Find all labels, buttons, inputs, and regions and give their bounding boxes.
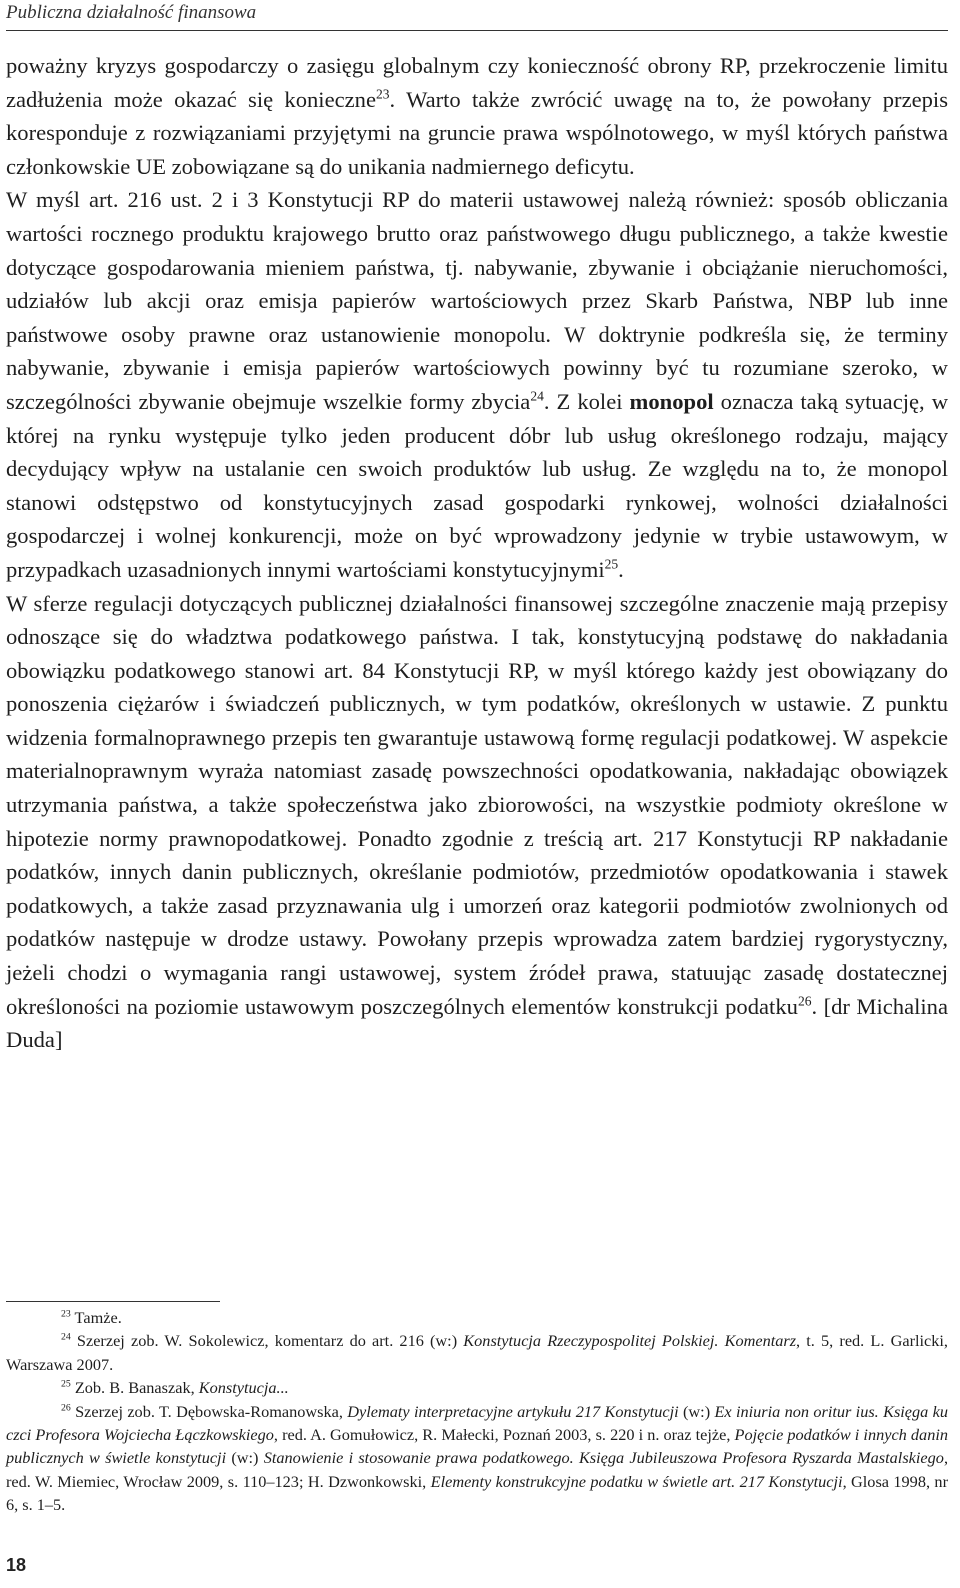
- footnote-ref-26[interactable]: 26: [797, 993, 812, 1009]
- footnote-text: , red. A. Gomułowicz, R. Małecki, Poznań 2003, s. 220 i n. oraz tejże,: [273, 1425, 735, 1445]
- footnote-title-italic: Dylematy interpretacyjne artykułu 217 Konstytucji: [347, 1401, 679, 1421]
- paragraph-1-text-b: . Warto także zwrócić uwagę na to, że powołany przepis koresponduje z rozwiązaniami przyjętymi na gruncie prawa wspólnotowego, w myśl których państwa członkowskie UE zobowiązane są do unikania nadmiernego deficytu.: [6, 86, 948, 179]
- paragraph-1: [6, 49, 948, 183]
- footnote-ref-24[interactable]: 24: [530, 388, 544, 404]
- footnote-number: 23: [61, 1308, 71, 1320]
- footnote-ref-25[interactable]: 25: [604, 556, 619, 572]
- footnote-title-italic: Ex iniuria non oritur ius. Księga ku czci Profesora Wojciecha Łączkowskiego: [6, 1401, 949, 1445]
- footnote-text: , Glosa 1998, nr 6, s. 1–5.: [6, 1471, 948, 1515]
- paragraph-2-text-c: oznacza taką sytuację, w której na rynku występuje tylko jeden producent dóbr lub usług określonego rodzaju, mający decydujący wpływ na ustalanie cen swoich produktów lub usług. Ze względu na to, że monopol stanowi odstępstwo od konstytucyjnych zasad gospodarki rynkowej, wolności działalności gospodarczej i wolnej konkurencji, może on być wprowadzony jedynie w trybie ustawowym, w przypadkach uzasadnionych innymi wartościami konstytucyjnymi: [6, 388, 949, 582]
- footnote-number: 25: [61, 1378, 71, 1390]
- footnote-separator: [6, 1301, 220, 1302]
- paragraph-3-text-a: W sferze regulacji dotyczących publicznej działalności finansowej szczególne znaczenie mają przepisy odnoszące się do władztwa podatkowego państwa. I tak, konstytucyjną podstawę do nakładania obowiązku podatkowego stanowi art. 84 Konstytucji RP, w myśl którego każdy jest obowiązany do ponoszenia ciężarów i świadczeń publicznych, w tym podatków, określonych w ustawie. Z punktu widzenia formalnoprawnego przepis ten gwarantuje ustawową formę regulacji podatkowej. W aspekcie materialnoprawnym wyraża natomiast zasadę powszechności opodatkowania, nakładając obowiązek utrzymania państwa, a także społeczeństwa jako zbiorowości, na wszystkie podmioty określone w hipotezie normy prawnopodatkowej. Ponadto zgodnie z treścią art. 217 Konstytucji RP nakładanie podatków, innych danin publicznych, określanie podmiotów, przedmiotów opodatkowania i stawek podatkowych, a także zasad przyznawania ulg i umorzeń oraz kategorii podmiotów zwolnionych od podatków następuje w drodze ustawy. Powołany przepis wprowadza zatem bardziej rygorystyczny, jeżeli chodzi o wymagania rangi ustawowej, system źródeł prawa, statuując zasadę dostatecznej określoności na poziomie ustawowym poszczególnych elementów konstrukcji podatku: [6, 590, 948, 1019]
- footnote-title-italic: Elementy konstrukcyjne podatku w świetle art. 217 Konstytucji: [430, 1471, 843, 1491]
- footnote-ref-23[interactable]: 23: [376, 86, 390, 102]
- footnote-26: [6, 1400, 948, 1517]
- footnote-number: 26: [61, 1402, 71, 1414]
- paragraph-2: [6, 183, 948, 586]
- paragraph-3-text-b: . [dr Michalina Duda]: [6, 993, 949, 1053]
- footnote-title-italic: Konstytucja Rzeczypospolitej Polskiej. Komentarz: [463, 1331, 797, 1351]
- footnote-title-italic: Stanowienie i stosowanie prawa podatkowego. Księga Jubileuszowa Profesora Ryszarda Mastalskiego: [263, 1448, 944, 1468]
- footnote-text: Szerzej zob. T. Dębowska-Romanowska,: [70, 1401, 348, 1421]
- page-number: 18: [6, 1555, 27, 1575]
- paragraph-2-text-a: W myśl art. 216 ust. 2 i 3 Konstytucji RP do materii ustawowej należą również: sposób obliczania wartości rocznego produktu krajowego brutto oraz państwowego długu publicznego, a także kwestie dotyczące gospodarowania mieniem państwa, tj. nabywanie, zbywanie i obciążanie nieruchomości, udziałów lub akcji oraz emisja papierów wartościowych przez Skarb Państwa, NBP lub inne państwowe osoby prawne oraz ustanowienie monopolu. W doktrynie podkreśla się, że terminy nabywanie, zbywanie i emisja papierów wartościowych powinny być tu rozumiane szeroko, w szczególności zbywanie obejmuje wszelkie formy zbycia: [6, 187, 948, 414]
- footnote-text: Szerzej zob. W. Sokolewicz, komentarz do art. 216 (w:): [70, 1331, 464, 1351]
- footnote-text: , t. 5, red. L. Garlicki, Warszawa 2007.: [6, 1331, 949, 1374]
- bold-term-monopol: monopol: [629, 388, 714, 414]
- footnote-text: , red. W. Miemiec, Wrocław 2009, s. 110–123; H. Dzwonkowski,: [6, 1448, 949, 1491]
- footnote-text: Tamże.: [70, 1308, 122, 1327]
- header-rule: [6, 30, 948, 31]
- footnote-text: Zob. B. Banaszak,: [70, 1378, 199, 1398]
- paragraph-2-text-b: . Z kolei: [543, 388, 630, 414]
- footnote-title-italic: Konstytucja...: [198, 1378, 289, 1398]
- footnotes: [6, 1306, 948, 1517]
- main-text: [6, 49, 948, 1057]
- running-header: Publiczna działalność finansowa: [6, 2, 257, 23]
- paragraph-1-text-a: poważny kryzys gospodarczy o zasięgu globalnym czy konieczność obrony RP, przekroczenie limitu zadłużenia może okazać się konieczne: [6, 53, 948, 112]
- paragraph-3: [6, 587, 948, 1057]
- footnote-text: (w:): [678, 1401, 715, 1421]
- footnote-title-italic: Pojęcie podatków i innych danin publicznych w świetle konstytucji: [6, 1425, 948, 1468]
- footnote-number: 24: [61, 1331, 71, 1343]
- paragraph-2-text-d: .: [618, 556, 624, 582]
- footnote-24: [6, 1329, 948, 1376]
- footnote-23: [6, 1306, 948, 1329]
- footnote-text: (w:): [226, 1448, 264, 1468]
- footnote-25: [6, 1376, 948, 1399]
